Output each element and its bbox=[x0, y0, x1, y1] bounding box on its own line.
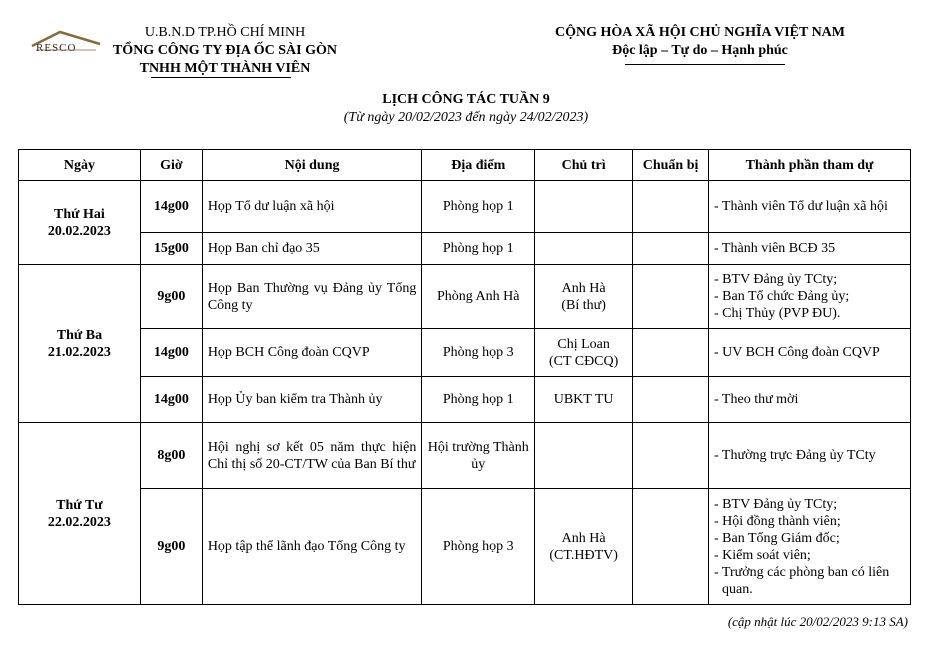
page-subtitle: (Từ ngày 20/02/2023 đến ngày 24/02/2023) bbox=[343, 110, 589, 125]
attendees-cell bbox=[709, 377, 911, 423]
table-row bbox=[19, 423, 911, 489]
chair-line: Chị Loan bbox=[557, 336, 610, 352]
col-header-time: Giờ bbox=[140, 150, 202, 181]
col-header-day: Ngày bbox=[19, 150, 141, 181]
prep-cell bbox=[633, 489, 709, 605]
attendee-line: quan. bbox=[722, 581, 753, 597]
table-row bbox=[19, 233, 911, 265]
time-cell: 8g00 bbox=[140, 423, 202, 489]
table-row bbox=[19, 377, 911, 423]
content-cell: Họp BCH Công đoàn CQVP bbox=[202, 329, 422, 377]
chair-line: (CT.HĐTV) bbox=[549, 547, 618, 563]
day-name: Thứ Tư bbox=[56, 497, 103, 513]
chair-cell bbox=[535, 181, 633, 233]
table-header-row bbox=[19, 150, 911, 181]
chair-cell bbox=[535, 265, 633, 329]
prep-cell bbox=[633, 181, 709, 233]
attendee-line: - UV BCH Công đoàn CQVP bbox=[714, 345, 880, 360]
attendee-line: - Thành viên BCĐ 35 bbox=[714, 241, 836, 256]
attendee-line: - Hội đồng thành viên; bbox=[714, 513, 841, 529]
attendees-cell bbox=[709, 233, 911, 265]
chair-line: (Bí thư) bbox=[561, 297, 606, 313]
location-cell: Phòng họp 1 bbox=[422, 181, 535, 233]
logo-text: RESCO bbox=[36, 42, 77, 54]
day-cell bbox=[19, 423, 141, 605]
org-underline bbox=[151, 77, 291, 78]
prep-cell bbox=[633, 329, 709, 377]
table-row bbox=[19, 489, 911, 605]
attendees-cell bbox=[709, 329, 911, 377]
chair-line: Anh Hà bbox=[561, 530, 606, 546]
location-cell: Hội trường Thành ủy bbox=[422, 423, 535, 489]
prep-cell bbox=[633, 377, 709, 423]
prep-cell bbox=[633, 423, 709, 489]
chair-cell bbox=[535, 377, 633, 423]
content-cell: Họp Tổ dư luận xã hội bbox=[202, 181, 422, 233]
attendees-cell bbox=[709, 265, 911, 329]
attendees-cell bbox=[709, 489, 911, 605]
chair-line: UBKT TU bbox=[553, 392, 614, 407]
org-line-1: U.B.N.D TP.HỒ CHÍ MINH bbox=[144, 25, 306, 40]
attendee-line: - BTV Đảng ủy TCty; bbox=[714, 496, 838, 512]
location-cell: Phòng họp 1 bbox=[422, 377, 535, 423]
col-header-prep: Chuẩn bị bbox=[633, 150, 709, 181]
chair-cell bbox=[535, 233, 633, 265]
day-cell bbox=[19, 181, 141, 265]
day-date: 21.02.2023 bbox=[47, 344, 111, 360]
location-cell: Phòng họp 3 bbox=[422, 489, 535, 605]
content-cell: Họp tập thể lãnh đạo Tổng Công ty bbox=[202, 489, 422, 605]
attendee-line: - Theo thư mời bbox=[714, 392, 799, 407]
prep-cell bbox=[633, 265, 709, 329]
org-line-3: TNHH MỘT THÀNH VIÊN bbox=[139, 61, 311, 76]
location-cell: Phòng họp 1 bbox=[422, 233, 535, 265]
schedule-body bbox=[19, 181, 911, 605]
col-header-chair: Chủ trì bbox=[535, 150, 633, 181]
day-date: 22.02.2023 bbox=[47, 514, 111, 530]
schedule-table bbox=[18, 149, 911, 605]
attendee-line: - Kiểm soát viên; bbox=[714, 547, 811, 563]
day-name: Thứ Ba bbox=[56, 327, 103, 343]
table-row bbox=[19, 265, 911, 329]
chair-cell bbox=[535, 489, 633, 605]
page-title: LỊCH CÔNG TÁC TUẦN 9 bbox=[382, 92, 550, 107]
time-cell: 15g00 bbox=[140, 233, 202, 265]
chair-cell bbox=[535, 329, 633, 377]
update-note: (cập nhật lúc 20/02/2023 9:13 SA) bbox=[727, 614, 908, 629]
national-motto: Độc lập – Tự do – Hạnh phúc bbox=[612, 43, 788, 58]
attendee-line: - BTV Đảng ủy TCty; bbox=[714, 272, 838, 287]
prep-cell bbox=[633, 233, 709, 265]
col-header-content: Nội dung bbox=[202, 150, 422, 181]
time-cell: 9g00 bbox=[140, 489, 202, 605]
chair-line: Anh Hà bbox=[561, 280, 606, 296]
content-cell: Họp Ủy ban kiểm tra Thành ủy bbox=[202, 377, 422, 423]
location-cell: Phòng họp 3 bbox=[422, 329, 535, 377]
attendee-line: - Trưởng các phòng ban có liên bbox=[714, 564, 890, 580]
attendee-line: - Ban Tổ chức Đảng ủy; bbox=[714, 289, 850, 304]
day-cell bbox=[19, 265, 141, 423]
attendee-line: - Ban Tổng Giám đốc; bbox=[714, 530, 840, 546]
organization-header bbox=[95, 24, 355, 78]
attendee-line: - Thành viên Tổ dư luận xã hội bbox=[714, 199, 888, 214]
table-row bbox=[19, 329, 911, 377]
attendees-cell bbox=[709, 423, 911, 489]
content-cell: Họp Ban chỉ đạo 35 bbox=[202, 233, 422, 265]
chair-cell bbox=[535, 423, 633, 489]
attendee-line: - Chị Thủy (PVP ĐU). bbox=[714, 306, 841, 321]
col-header-attendees: Thành phần tham dự bbox=[709, 150, 911, 181]
time-cell: 9g00 bbox=[140, 265, 202, 329]
content-cell: Họp Ban Thường vụ Đảng ủy Tổng Công ty bbox=[202, 265, 422, 329]
national-header bbox=[520, 24, 880, 60]
attendees-cell bbox=[709, 181, 911, 233]
org-line-2: TỔNG CÔNG TY ĐỊA ỐC SÀI GÒN bbox=[112, 43, 338, 58]
attendee-line: - Thường trực Đảng ủy TCty bbox=[714, 448, 876, 463]
time-cell: 14g00 bbox=[140, 329, 202, 377]
motto-underline bbox=[625, 64, 785, 65]
national-title: CỘNG HÒA XÃ HỘI CHỦ NGHĨA VIỆT NAM bbox=[554, 25, 845, 40]
day-name: Thứ Hai bbox=[54, 206, 105, 222]
time-cell: 14g00 bbox=[140, 377, 202, 423]
time-cell: 14g00 bbox=[140, 181, 202, 233]
col-header-location: Địa điểm bbox=[422, 150, 535, 181]
location-cell: Phòng Anh Hà bbox=[422, 265, 535, 329]
chair-line: (CT CĐCQ) bbox=[548, 353, 619, 369]
content-cell: Hội nghị sơ kết 05 năm thực hiện Chỉ thị số 20-CT/TW của Ban Bí thư bbox=[202, 423, 422, 489]
day-date: 20.02.2023 bbox=[47, 223, 111, 239]
table-row bbox=[19, 181, 911, 233]
